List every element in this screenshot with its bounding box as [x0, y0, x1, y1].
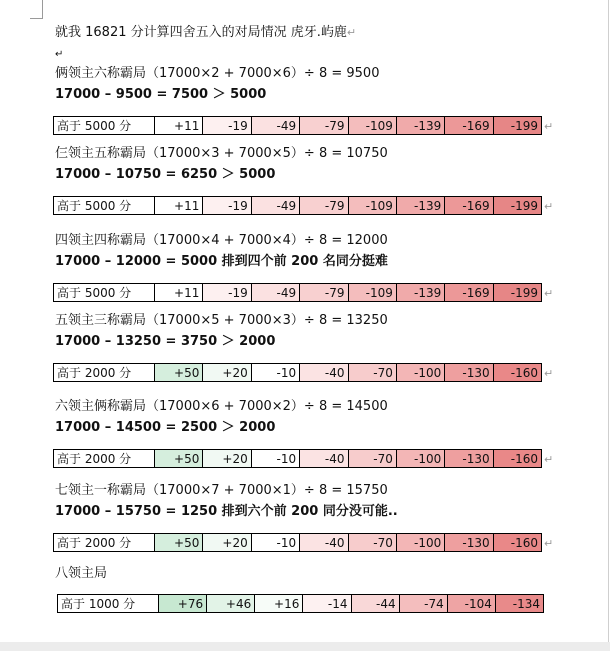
score-table: [53, 533, 542, 552]
section-title[interactable]: 七领主一称霸局（17000×7 + 7000×1）÷ 8 = 15750: [55, 483, 388, 498]
threshold-label[interactable]: 高于 5000 分: [54, 284, 155, 302]
score-cell[interactable]: -10: [251, 534, 299, 552]
status-strip: [0, 642, 610, 651]
section-result[interactable]: 17000 – 10750 = 6250 ＞ 5000: [55, 167, 276, 182]
score-cell[interactable]: +11: [155, 284, 203, 302]
score-cell[interactable]: -139: [396, 117, 444, 135]
score-cell[interactable]: +76: [159, 595, 207, 613]
document-header[interactable]: [55, 25, 356, 41]
table-row: [54, 364, 542, 382]
threshold-label[interactable]: 高于 5000 分: [54, 117, 155, 135]
score-cell[interactable]: -14: [303, 595, 351, 613]
score-cell[interactable]: -160: [493, 364, 541, 382]
score-cell[interactable]: -49: [251, 284, 299, 302]
page-corner-mark: [30, 0, 43, 19]
page-edge: [608, 0, 609, 651]
table-row: [54, 534, 542, 552]
section-result[interactable]: 17000 – 14500 = 2500 ＞ 2000: [55, 420, 276, 435]
score-cell[interactable]: -79: [300, 197, 348, 215]
table-row: [54, 197, 542, 215]
threshold-label[interactable]: 高于 2000 分: [54, 450, 155, 468]
score-cell[interactable]: -74: [399, 595, 447, 613]
section-result[interactable]: 17000 – 15750 = 1250 排到六个前 200 同分没可能..: [55, 504, 398, 519]
score-cell[interactable]: -70: [348, 364, 396, 382]
score-cell[interactable]: +50: [155, 534, 203, 552]
score-cell[interactable]: -160: [493, 450, 541, 468]
score-cell[interactable]: -70: [348, 534, 396, 552]
score-cell[interactable]: -169: [445, 117, 493, 135]
paragraph-mark-icon: ↵: [346, 26, 357, 39]
score-table: [53, 363, 542, 382]
section-title[interactable]: 仨领主五称霸局（17000×3 + 7000×5）÷ 8 = 10750: [55, 146, 388, 161]
score-cell[interactable]: -109: [348, 197, 396, 215]
score-table: [53, 116, 542, 135]
score-table: [53, 449, 542, 468]
score-cell[interactable]: -10: [251, 450, 299, 468]
section-result[interactable]: 17000 – 13250 = 3750 ＞ 2000: [55, 334, 276, 349]
score-table: [53, 283, 542, 302]
section-title[interactable]: 五领主三称霸局（17000×5 + 7000×3）÷ 8 = 13250: [55, 313, 388, 328]
score-cell[interactable]: -139: [396, 197, 444, 215]
row-end-mark-icon: ↵: [544, 120, 554, 133]
score-cell[interactable]: -199: [493, 117, 541, 135]
score-cell[interactable]: -40: [300, 534, 348, 552]
final-title-text: 八领主局: [55, 566, 108, 581]
row-end-mark-icon: ↵: [544, 453, 554, 466]
table-row: [58, 595, 544, 613]
row-end-mark-icon: ↵: [544, 200, 554, 213]
score-cell[interactable]: -130: [445, 534, 493, 552]
threshold-label[interactable]: 高于 2000 分: [54, 364, 155, 382]
score-cell[interactable]: +16: [255, 595, 303, 613]
score-cell[interactable]: -100: [396, 450, 444, 468]
score-cell[interactable]: -49: [251, 117, 299, 135]
score-cell[interactable]: -109: [348, 117, 396, 135]
score-cell[interactable]: -49: [251, 197, 299, 215]
score-cell[interactable]: -79: [300, 284, 348, 302]
score-cell[interactable]: -199: [493, 284, 541, 302]
section-result[interactable]: 17000 – 9500 = 7500 ＞ 5000: [55, 87, 267, 102]
empty-paragraph[interactable]: ↵: [55, 49, 64, 60]
score-cell[interactable]: -109: [348, 284, 396, 302]
score-cell[interactable]: -139: [396, 284, 444, 302]
final-score-table: [57, 594, 544, 613]
header-text: 就我 16821 分计算四舍五入的对局情况 虎牙.屿鹿: [55, 25, 347, 40]
score-cell[interactable]: -160: [493, 534, 541, 552]
row-end-mark-icon: ↵: [544, 367, 554, 380]
score-cell[interactable]: +20: [203, 534, 251, 552]
score-table: [53, 196, 542, 215]
section-result[interactable]: 17000 – 12000 = 5000 排到四个前 200 名同分挺难: [55, 254, 388, 269]
score-cell[interactable]: -130: [445, 364, 493, 382]
threshold-label[interactable]: 高于 5000 分: [54, 197, 155, 215]
score-cell[interactable]: -199: [493, 197, 541, 215]
score-cell[interactable]: -169: [445, 197, 493, 215]
score-cell[interactable]: -104: [447, 595, 495, 613]
score-cell[interactable]: -19: [203, 197, 251, 215]
row-end-mark-icon: ↵: [544, 537, 554, 550]
score-cell[interactable]: +20: [203, 450, 251, 468]
score-cell[interactable]: -40: [300, 364, 348, 382]
score-cell[interactable]: -100: [396, 534, 444, 552]
score-cell[interactable]: -19: [203, 117, 251, 135]
score-cell[interactable]: -19: [203, 284, 251, 302]
score-cell[interactable]: -100: [396, 364, 444, 382]
score-cell[interactable]: -44: [351, 595, 399, 613]
table-row: [54, 117, 542, 135]
section-title[interactable]: 六领主俩称霸局（17000×6 + 7000×2）÷ 8 = 14500: [55, 399, 388, 414]
score-cell[interactable]: +11: [155, 197, 203, 215]
threshold-label[interactable]: 高于 2000 分: [54, 534, 155, 552]
score-cell[interactable]: +20: [203, 364, 251, 382]
score-cell[interactable]: -134: [495, 595, 543, 613]
score-cell[interactable]: +50: [155, 364, 203, 382]
score-cell[interactable]: -40: [300, 450, 348, 468]
table-row: [54, 284, 542, 302]
score-cell[interactable]: +50: [155, 450, 203, 468]
score-cell[interactable]: -10: [251, 364, 299, 382]
score-cell[interactable]: -169: [445, 284, 493, 302]
row-end-mark-icon: ↵: [544, 287, 554, 300]
threshold-label[interactable]: 高于 1000 分: [58, 595, 159, 613]
score-cell[interactable]: +11: [155, 117, 203, 135]
score-cell[interactable]: -79: [300, 117, 348, 135]
score-cell[interactable]: -70: [348, 450, 396, 468]
score-cell[interactable]: +46: [207, 595, 255, 613]
table-row: [54, 450, 542, 468]
section-title[interactable]: 俩领主六称霸局（17000×2 + 7000×6）÷ 8 = 9500: [55, 66, 380, 81]
section-title[interactable]: 四领主四称霸局（17000×4 + 7000×4）÷ 8 = 12000: [55, 233, 388, 248]
final-section-title[interactable]: [55, 566, 107, 582]
score-cell[interactable]: -130: [445, 450, 493, 468]
